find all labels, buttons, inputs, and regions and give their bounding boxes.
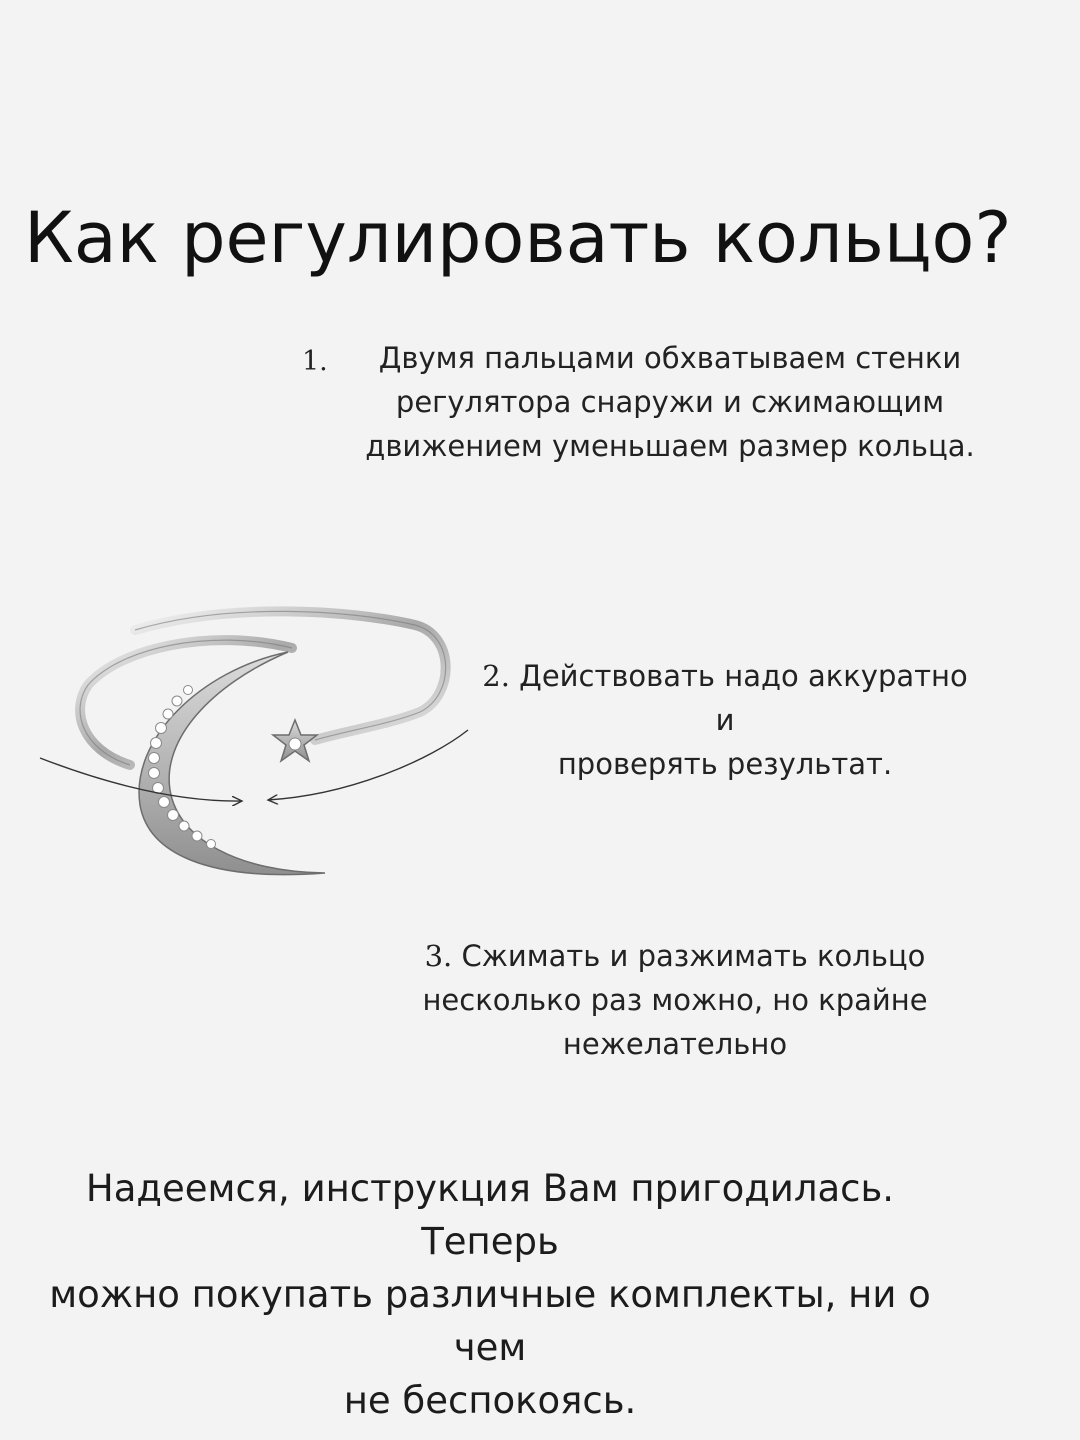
step-1-text — [360, 336, 980, 468]
step-1-number: 1. — [302, 346, 328, 377]
step-3-line-1: 3. Сжимать и разжимать кольцо — [424, 939, 926, 973]
step-1-line-2: регулятора снаружи и сжимающим — [395, 385, 945, 419]
crescent-moon — [139, 652, 325, 875]
closing-message — [20, 1162, 960, 1427]
moon-star-ring-image — [30, 590, 480, 920]
closing-line-3: не беспокоясь. — [343, 1379, 637, 1422]
step-2-text — [470, 654, 980, 786]
step-3-number: 3. — [424, 939, 453, 973]
step-3-line-3: нежелательно — [562, 1027, 788, 1061]
step-3-text — [415, 934, 935, 1066]
step-2-number: 2. — [482, 659, 510, 693]
closing-line-1: Надеемся, инструкция Вам пригодилась. Теперь — [85, 1167, 895, 1263]
page-title: Как регулировать кольцо? — [24, 197, 1012, 279]
step-2-line-2: проверять результат. — [557, 747, 893, 781]
step-1-line-1: Двумя пальцами обхватываем стенки — [378, 341, 962, 375]
step-3-line-2: несколько раз можно, но крайне — [422, 983, 928, 1017]
step-1-line-3: движением уменьшаем размер кольца. — [365, 429, 975, 463]
step-2-line-1: 2. Действовать надо аккуратно и — [482, 659, 968, 737]
closing-line-2: можно покупать различные комплекты, ни о чем — [49, 1273, 931, 1369]
